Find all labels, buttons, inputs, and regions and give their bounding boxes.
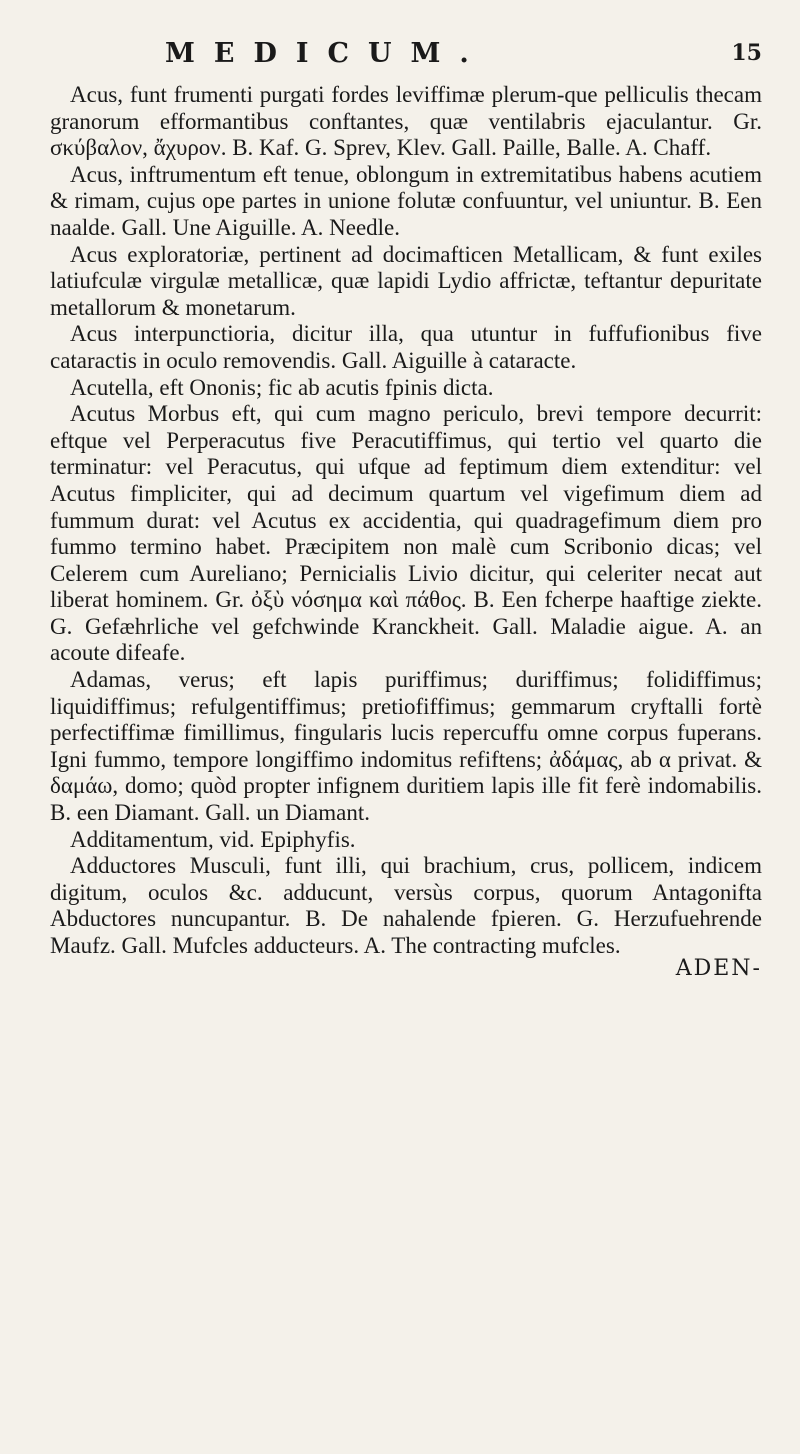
entry-acus-needle: Acus, inftrumentum eft tenue, oblongum in extremitatibus habens acutiem & rimam, cujus ope partes in unione folutæ confuuntur, vel uniuntur. B. Een naalde. Gall. Une Aiguille. A. Needle. <box>50 161 762 240</box>
entry-acus-interpunctoria: Acus interpunctioria, dicitur illa, qua utuntur in fuffufionibus five cataractis in oculo removendis. Gall. Aiguille à cataracte. <box>50 321 762 373</box>
entry-adductores: Adductores Musculi, funt illi, qui brachium, crus, pollicem, indicem digitum, oculos &c. adducunt, versùs corpus, quorum Antagonifta Abductores nuncupantur. B. De nahalende fpieren. G. Herzufuehrende Maufz. Gall. Mufcles adducteurs. A. The contracting mufcles. <box>50 853 762 958</box>
book-page <box>50 38 762 981</box>
entry-acutella: Acutella, eft Ononis; fic ab acutis fpinis dicta. <box>70 374 494 400</box>
dictionary-text <box>50 82 762 960</box>
running-title: MEDICUM. <box>165 38 488 69</box>
entry-acus-exploratoriae: Acus exploratoriæ, pertinent ad docimafticen Metallicam, & funt exiles latiufculæ virgulæ metallicæ, quæ lapidi Lydio affrictæ, teftantur depuritate metallorum & monetarum. <box>50 241 762 320</box>
entry-acutus-morbus: Acutus Morbus eft, qui cum magno periculo, brevi tempore decurrit: eftque vel Perperacutus five Peracutiffimus, qui tertio vel quarto die terminatur: vel Peracutus, qui ufque ad feptimum diem extenditur: vel Acutus fimpliciter, qui ad decimum quartum vel vigefimum diem ad fummum durat: vel Acutus ex accidentia, qui quadragefimum diem pro fummo termino habet. Præcipitem non malè cum Scribonio dicas; vel Celerem cum Aureliano; Pernicialis Livio dicitur, qui celeriter necat aut liberat hominem. Gr. ὀξὺ νόσημα καὶ πάθος. B. Een fcherpe haaftige ziekte. G. Gefæhrliche vel gefchwinde Kranckheit. Gall. Maladie aigue. A. an acoute difeafe. <box>50 401 762 666</box>
entry-additamentum: Additamentum, vid. Epiphyfis. <box>70 826 356 852</box>
entry-adamas: Adamas, verus; eft lapis puriffimus; duriffimus; folidiffimus; liquidiffimus; refulgentiffimus; pretiofiffimus; gemmarum cryftalli fortè perfectiffimæ fimillimus, fingularis lucis repercuffu omne corpus fuperans. Igni fummo, tempore longiffimo indomitus refiftens; ἀδάμας, ab α privat. & δαμάω, domo; quòd propter infignem duritiem lapis ille fit ferè indomabilis. B. een Diamant. Gall. un Diamant. <box>50 667 762 826</box>
page-header <box>50 38 762 78</box>
catchword: ADEN- <box>675 955 762 981</box>
page-number: 15 <box>731 40 762 66</box>
entry-acus-chaff: Acus, funt frumenti purgati fordes leviffimæ plerum-que pelliculis thecam granorum efformantibus conftantes, quæ ventilabris ejaculantur. Gr. σκύβαλον, ἄχυρον. B. Kaf. G. Sprev, Klev. Gall. Paille, Balle. A. Chaff. <box>50 82 762 161</box>
